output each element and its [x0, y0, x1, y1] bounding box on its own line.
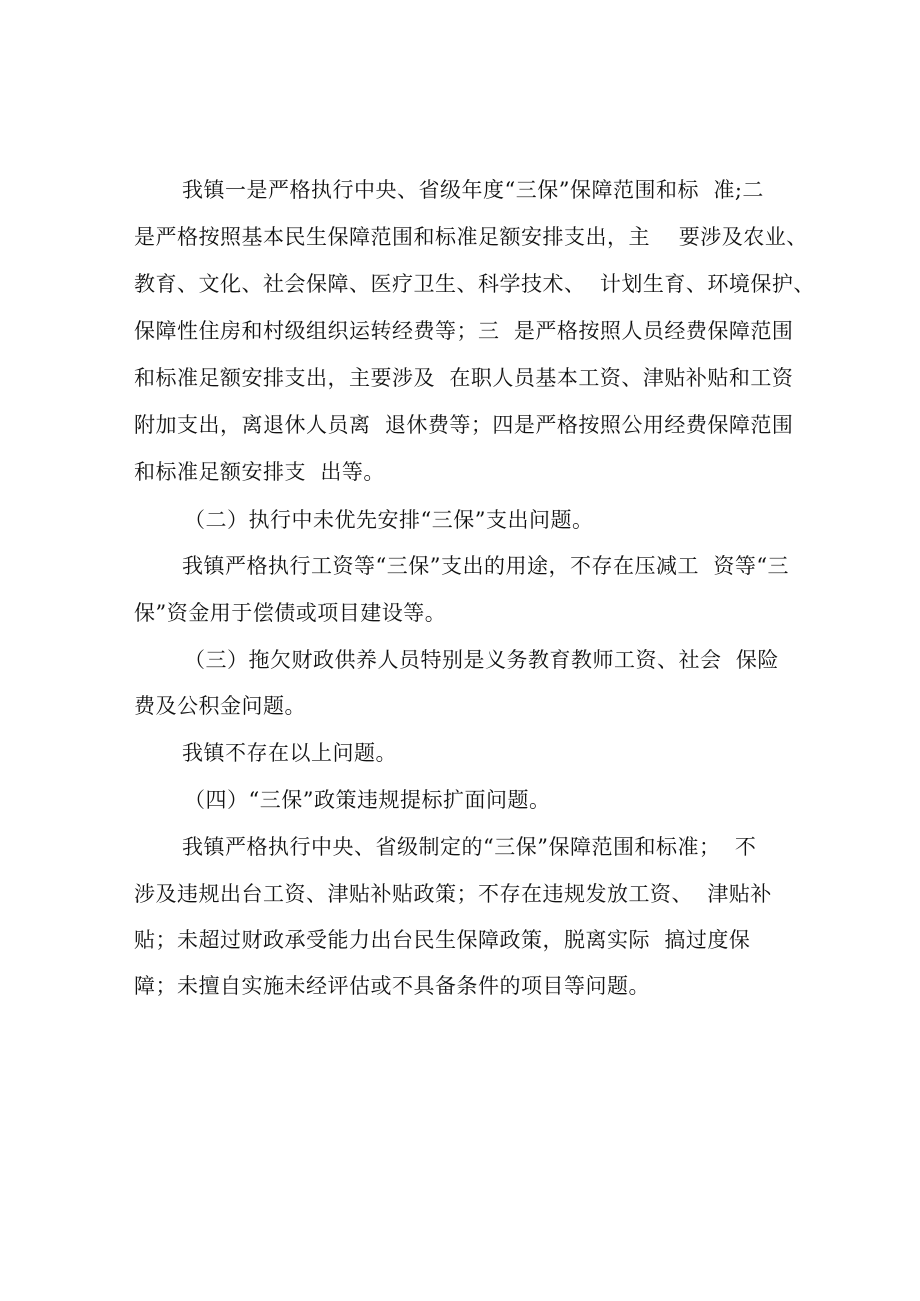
text-line: 和标准足额安排支出，主要涉及 在职人员基本工资、津贴补贴和工资	[134, 366, 794, 390]
text-line: 障；未擅自实施未经评估或不具备条件的项目等问题。	[134, 974, 650, 998]
text-line: 我镇一是严格执行中央、省级年度“三保”保障范围和标 准;二	[182, 178, 764, 202]
text-line: （三）拖欠财政供养人员特别是义务教育教师工资、社会 保险	[184, 648, 779, 672]
text-line: 贴；未超过财政承受能力出台民生保障政策，脱离实际 搞过度保	[134, 928, 751, 952]
text-line: 我镇严格执行中央、省级制定的“三保”保障范围和标准； 不	[182, 835, 757, 859]
paragraph-no-issue: 我镇不存在以上问题。	[182, 741, 397, 765]
text-line: 是严格按照基本民生保障范围和标准足额安排支出，主 要涉及农业、	[134, 225, 808, 249]
section-heading-4: （四）“三保”政策违规提标扩面问题。	[184, 788, 551, 812]
text-line: 涉及违规出台工资、津贴补贴政策；不存在违规发放工资、 津贴补	[134, 882, 772, 906]
text-line: 我镇严格执行工资等“三保”支出的用途，不存在压减工 资等“三	[182, 554, 790, 578]
text-line: 附加支出，离退休人员离 退休费等；四是严格按照公用经费保障范围	[134, 413, 794, 437]
text-line: 保”资金用于偿债或项目建设等。	[134, 601, 447, 625]
text-line: 保障性住房和村级组织运转经费等；三 是严格按照人员经费保障范围	[134, 319, 794, 343]
text-line: 和标准足额安排支 出等。	[134, 460, 385, 484]
text-line: 费及公积金问题。	[134, 694, 306, 718]
text-line: 教育、文化、社会保障、医疗卫生、科学技术、 计划生育、环境保护、	[134, 272, 815, 296]
section-heading-2: （二）执行中未优先安排“三保”支出问题。	[184, 508, 594, 532]
